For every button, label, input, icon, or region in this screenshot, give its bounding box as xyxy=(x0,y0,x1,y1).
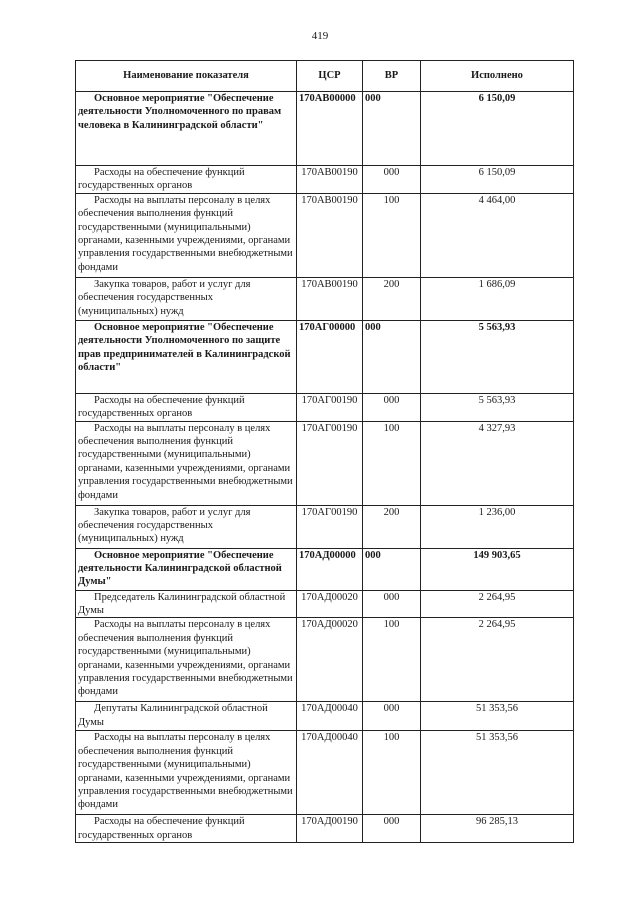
table-header-row xyxy=(76,61,574,92)
row-csr-cell: 170АД00040 xyxy=(297,731,363,815)
row-name-cell: Председатель Калининградской областной Думы xyxy=(76,590,297,618)
table-row xyxy=(76,731,574,815)
row-vr-cell: 000 xyxy=(363,548,421,590)
row-csr-cell: 170АД00040 xyxy=(297,702,363,731)
row-csr-cell: 170АД00190 xyxy=(297,815,363,843)
row-csr-cell: 170АВ00190 xyxy=(297,193,363,277)
row-executed-cell: 4 464,00 xyxy=(421,193,574,277)
row-vr-cell: 000 xyxy=(363,320,421,393)
row-name-cell: Основное мероприятие "Обеспечение деятельности Калининградской областной Думы" xyxy=(76,548,297,590)
row-name-cell: Расходы на обеспечение функций государственных органов xyxy=(76,166,297,194)
row-vr-cell: 200 xyxy=(363,277,421,320)
table-row xyxy=(76,421,574,505)
row-csr-cell: 170АД00020 xyxy=(297,590,363,618)
row-name-cell: Основное мероприятие "Обеспечение деятельности Уполномоченного по защите прав предпринимателей в Калининградской области" xyxy=(76,320,297,393)
row-name-cell: Расходы на выплаты персоналу в целях обеспечения выполнения функций государственными (муниципальными) органами, казенными учреждениями, органами управления государственными внебюджетными фондами xyxy=(76,193,297,277)
header-vr: ВР xyxy=(363,61,421,92)
table-row xyxy=(76,505,574,548)
table-row xyxy=(76,277,574,320)
row-executed-cell: 96 285,13 xyxy=(421,815,574,843)
row-csr-cell: 170АД00020 xyxy=(297,618,363,702)
row-csr-cell: 170АВ00190 xyxy=(297,166,363,194)
row-vr-cell: 000 xyxy=(363,702,421,731)
row-executed-cell: 5 563,93 xyxy=(421,393,574,421)
row-executed-cell: 6 150,09 xyxy=(421,92,574,166)
row-name-cell: Основное мероприятие "Обеспечение деятельности Уполномоченного по правам человека в Калининградской области" xyxy=(76,92,297,166)
table-row xyxy=(76,166,574,194)
row-vr-cell: 100 xyxy=(363,618,421,702)
row-name-cell: Расходы на выплаты персоналу в целях обеспечения выполнения функций государственными (муниципальными) органами, казенными учреждениями, органами управления государственными внебюджетными фондами xyxy=(76,421,297,505)
row-vr-cell: 100 xyxy=(363,421,421,505)
row-executed-cell: 1 686,09 xyxy=(421,277,574,320)
row-vr-cell: 000 xyxy=(363,92,421,166)
table-row-main-activity xyxy=(76,320,574,393)
row-executed-cell: 1 236,00 xyxy=(421,505,574,548)
row-csr-cell: 170АГ00190 xyxy=(297,393,363,421)
row-vr-cell: 000 xyxy=(363,590,421,618)
table-row xyxy=(76,193,574,277)
row-csr-cell: 170АГ00190 xyxy=(297,421,363,505)
header-name: Наименование показателя xyxy=(76,61,297,92)
table-row xyxy=(76,590,574,618)
table-row-main-activity xyxy=(76,92,574,166)
row-name-cell: Расходы на обеспечение функций государственных органов xyxy=(76,393,297,421)
row-executed-cell: 4 327,93 xyxy=(421,421,574,505)
row-vr-cell: 000 xyxy=(363,166,421,194)
row-vr-cell: 000 xyxy=(363,815,421,843)
table-row xyxy=(76,393,574,421)
row-name-cell: Закупка товаров, работ и услуг для обеспечения государственных (муниципальных) нужд xyxy=(76,505,297,548)
row-name-cell: Депутаты Калининградской областной Думы xyxy=(76,702,297,731)
row-executed-cell: 149 903,65 xyxy=(421,548,574,590)
header-csr: ЦСР xyxy=(297,61,363,92)
row-csr-cell: 170АД00000 xyxy=(297,548,363,590)
row-name-cell: Расходы на обеспечение функций государственных органов xyxy=(76,815,297,843)
table-body xyxy=(76,92,574,843)
row-executed-cell: 51 353,56 xyxy=(421,702,574,731)
budget-execution-table xyxy=(75,60,574,843)
row-csr-cell: 170АГ00000 xyxy=(297,320,363,393)
table-row-main-activity xyxy=(76,548,574,590)
page-number: 419 xyxy=(311,30,329,42)
row-csr-cell: 170АВ00190 xyxy=(297,277,363,320)
table-row xyxy=(76,702,574,731)
row-executed-cell: 2 264,95 xyxy=(421,618,574,702)
table-row xyxy=(76,618,574,702)
row-vr-cell: 100 xyxy=(363,193,421,277)
row-name-cell: Расходы на выплаты персоналу в целях обеспечения выполнения функций государственными (муниципальными) органами, казенными учреждениями, органами управления государственными внебюджетными фондами xyxy=(76,618,297,702)
row-name-cell: Расходы на выплаты персоналу в целях обеспечения выполнения функций государственными (муниципальными) органами, казенными учреждениями, органами управления государственными внебюджетными фондами xyxy=(76,731,297,815)
row-csr-cell: 170АГ00190 xyxy=(297,505,363,548)
row-name-cell: Закупка товаров, работ и услуг для обеспечения государственных (муниципальных) нужд xyxy=(76,277,297,320)
row-vr-cell: 100 xyxy=(363,731,421,815)
row-vr-cell: 000 xyxy=(363,393,421,421)
row-executed-cell: 6 150,09 xyxy=(421,166,574,194)
row-executed-cell: 51 353,56 xyxy=(421,731,574,815)
row-vr-cell: 200 xyxy=(363,505,421,548)
row-csr-cell: 170АВ00000 xyxy=(297,92,363,166)
table-row xyxy=(76,815,574,843)
row-executed-cell: 5 563,93 xyxy=(421,320,574,393)
header-executed: Исполнено xyxy=(421,61,574,92)
row-executed-cell: 2 264,95 xyxy=(421,590,574,618)
